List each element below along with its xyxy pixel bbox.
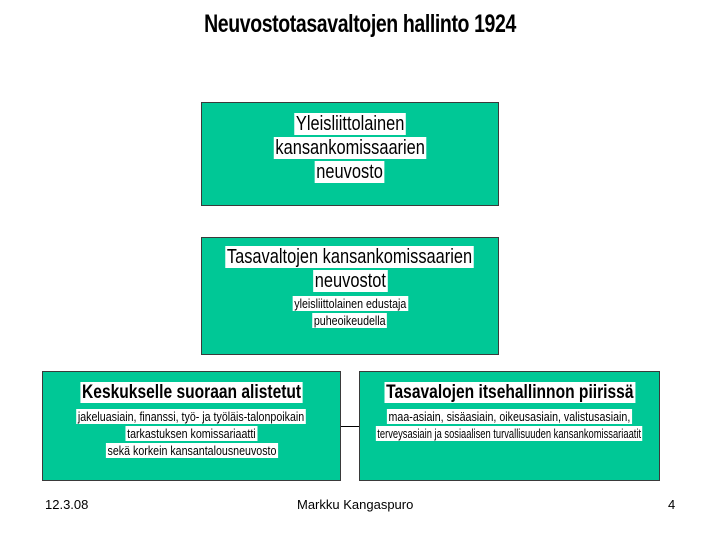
footer-page-number: 4 <box>668 497 676 512</box>
box-republic-councils-line-2: neuvostot <box>314 270 386 292</box>
box-union-council-line-2: kansankomissaarien <box>275 137 425 159</box>
box-union-council-line-3: neuvosto <box>316 161 384 183</box>
footer-date: 12.3.08 <box>45 497 89 512</box>
box-republic-councils-sub-2: puheoikeudella <box>314 313 386 328</box>
box-union-council <box>201 102 499 206</box>
connector-line <box>341 426 361 427</box>
box-central-subordinate-line-1: jakeluasiain, finanssi, työ- ja työläis-talonpoikain <box>78 409 305 424</box>
box-republic-selfgov <box>359 371 660 481</box>
footer-author: Markku Kangaspuro <box>297 497 414 512</box>
box-republic-selfgov-heading: Tasavalojen itsehallinnon piirissä <box>385 382 634 403</box>
box-republic-councils-sub-1: yleisliittolainen edustaja <box>293 296 407 311</box>
box-central-subordinate-line-2: tarkastuksen komissariaatti <box>127 426 256 441</box>
box-union-council-line-1: Yleisliittolainen <box>295 113 405 135</box>
page-title: Neuvostotasavaltojen hallinto 1924 <box>204 10 516 38</box>
box-central-subordinate-line-3: sekä korkein kansantalousneuvosto <box>107 443 276 458</box>
box-republic-selfgov-line-2: terveysasiain ja sosiaalisen turvallisuuden kansankomissariaatit <box>377 426 642 441</box>
box-republic-councils <box>201 237 499 355</box>
box-central-subordinate <box>42 371 341 481</box>
box-republic-councils-line-1: Tasavaltojen kansankomissaarien <box>227 246 473 268</box>
box-central-subordinate-heading: Keskukselle suoraan alistetut <box>81 382 302 403</box>
box-republic-selfgov-line-1: maa-asiain, sisäasiain, oikeusasiain, valistusasiain, <box>388 409 631 424</box>
